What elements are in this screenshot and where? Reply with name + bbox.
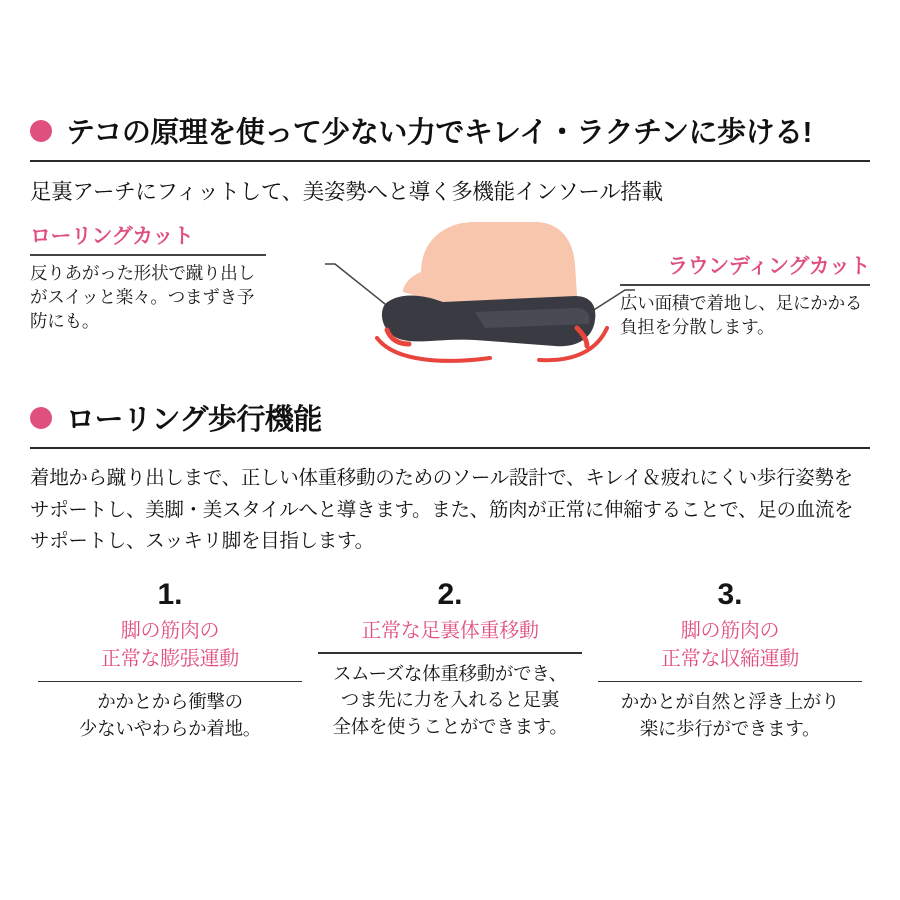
- step-2-number: 2.: [437, 577, 463, 611]
- step-3-title: [598, 617, 862, 674]
- step-2-desc-line1: スムーズな体重移動ができ、: [332, 662, 567, 684]
- step-3-title-line1: 脚の筋肉の: [680, 619, 780, 642]
- callout-rounding-cut-body: 広い面積で着地し、足にかかる負担を分散します。: [620, 292, 863, 337]
- step-2-divider: [318, 652, 582, 654]
- step-3-desc-line2: 楽に歩行ができます。: [639, 717, 821, 739]
- section2-heading: ローリング歩行機能: [66, 404, 322, 436]
- step-3-title-line2: 正常な収縮運動: [661, 648, 799, 671]
- step-1-desc-line1: かかとから衝撃の: [97, 691, 243, 713]
- step-3-divider: [598, 681, 862, 683]
- step-3-desc-line1: かかとが自然と浮き上がり: [620, 691, 840, 713]
- callout-rolling-cut-body: 反りあがった形状で蹴り出しがスイッと楽々。つまずき予防にも。: [30, 262, 255, 331]
- section2-divider: [30, 447, 870, 449]
- step-2-desc: [318, 661, 582, 741]
- leader-line-left: [325, 264, 385, 304]
- step-2-title-line1: 正常な足裏体重移動: [361, 619, 539, 642]
- step-column-1: [30, 578, 310, 743]
- step-2-desc-line3: 全体を使うことができます。: [332, 716, 568, 738]
- step-2-desc-line2: つま先に力を入れると足裏: [340, 689, 560, 711]
- step-1-desc: [38, 689, 302, 743]
- shoe-illustration: [325, 212, 635, 392]
- step-3-desc: [598, 689, 862, 743]
- shoe-svg: [325, 212, 635, 392]
- callout-rolling-cut-rule: [30, 254, 266, 256]
- section2-heading-row: [30, 397, 870, 438]
- section1-subheading: 足裏アーチにフィットして、美姿勢へと導く多機能インソール搭載: [30, 180, 663, 204]
- callout-rolling-cut: [30, 220, 266, 333]
- section1-heading: テコの原理を使って少ない力でキレイ・ラクチンに歩ける!: [66, 117, 812, 149]
- section2-paragraph: 着地から蹴り出しまで、正しい体重移動のためのソール設計で、キレイ＆疲れにくい歩行姿勢をサポートし、美脚・美スタイルへと導きます。また、筋肉が正常に伸縮することで、足の血流をサポートし、スッキリ脚を目指します。: [30, 467, 854, 553]
- foot-shape: [421, 222, 577, 304]
- section1-heading-row: [30, 110, 870, 151]
- bullet-icon-2: [30, 407, 52, 429]
- callout-rounding-cut-title: ラウンディングカット: [667, 255, 870, 278]
- steps-columns: [30, 578, 870, 743]
- shoe-diagram: [30, 212, 870, 397]
- callout-rounding-cut: [620, 250, 870, 339]
- step-1-number: 1.: [157, 577, 183, 611]
- step-column-2: [310, 578, 590, 743]
- step-2-title: [318, 617, 582, 645]
- top-spacer: [30, 0, 870, 110]
- step-1-title-line2: 正常な膨張運動: [101, 648, 239, 671]
- step-1-title-line1: 脚の筋肉の: [120, 619, 220, 642]
- step-column-3: [590, 578, 870, 743]
- step-1-title: [38, 617, 302, 674]
- callout-rounding-cut-rule: [620, 284, 870, 286]
- step-1-divider: [38, 681, 302, 683]
- bullet-icon: [30, 120, 52, 142]
- step-1-desc-line2: 少ないやわらか着地。: [78, 717, 261, 739]
- callout-rolling-cut-title: ローリングカット: [30, 225, 194, 248]
- step-3-number: 3.: [717, 577, 743, 611]
- section1-divider: [30, 160, 870, 162]
